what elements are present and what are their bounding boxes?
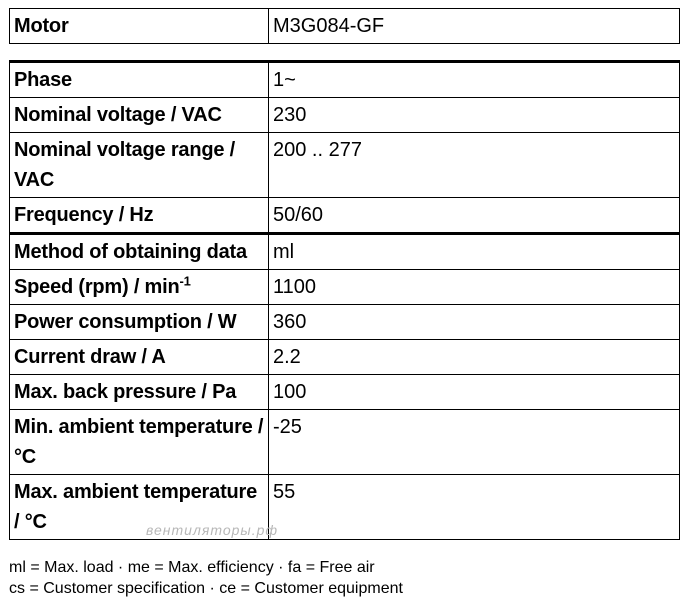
frequency-value: 50/60: [269, 198, 680, 233]
table-row: [10, 410, 680, 475]
phase-value: 1~: [269, 62, 680, 98]
frequency-label: Frequency / Hz: [10, 198, 269, 233]
footnote-line-2: cs = Customer specification · ce = Customer equipment: [9, 580, 403, 597]
performance-table: [9, 232, 680, 540]
speed-label-exponent: -1: [179, 273, 191, 289]
current-draw-value: 2.2: [269, 340, 680, 375]
max-ambient-value: 55: [269, 475, 680, 540]
speed-value: 1100: [269, 270, 680, 305]
table-row: [10, 305, 680, 340]
footnote-line-1: ml = Max. load · me = Max. efficiency · fa = Free air: [9, 559, 375, 576]
table-row: [10, 9, 680, 44]
electrical-table: [9, 60, 680, 233]
table-row: [10, 270, 680, 305]
table-row: [10, 234, 680, 270]
phase-label: Phase: [10, 62, 269, 98]
speed-label-text: Speed (rpm) / min: [14, 276, 180, 298]
back-pressure-value: 100: [269, 375, 680, 410]
method-value: ml: [269, 234, 680, 270]
table-row: [10, 340, 680, 375]
power-consumption-value: 360: [269, 305, 680, 340]
table-row: [10, 198, 680, 233]
method-label: Method of obtaining data: [10, 234, 269, 270]
nominal-voltage-label: Nominal voltage / VAC: [10, 98, 269, 133]
motor-label: Motor: [10, 9, 269, 44]
nominal-voltage-range-value: 200 .. 277: [269, 133, 680, 198]
table-row: [10, 133, 680, 198]
watermark: вентиляторы.рф: [146, 522, 279, 538]
back-pressure-label: Max. back pressure / Pa: [10, 375, 269, 410]
table-row: [10, 375, 680, 410]
current-draw-label: Current draw / A: [10, 340, 269, 375]
motor-table: [9, 8, 680, 44]
table-row: [10, 475, 680, 540]
table-row: [10, 62, 680, 98]
max-ambient-label: Max. ambient temperature / °C: [10, 475, 269, 540]
speed-label: [10, 270, 269, 305]
min-ambient-value: -25: [269, 410, 680, 475]
motor-value: M3G084-GF: [269, 9, 680, 44]
nominal-voltage-range-label: Nominal voltage range / VAC: [10, 133, 269, 198]
nominal-voltage-value: 230: [269, 98, 680, 133]
min-ambient-label: Min. ambient temperature / °C: [10, 410, 269, 475]
power-consumption-label: Power consumption / W: [10, 305, 269, 340]
table-row: [10, 98, 680, 133]
